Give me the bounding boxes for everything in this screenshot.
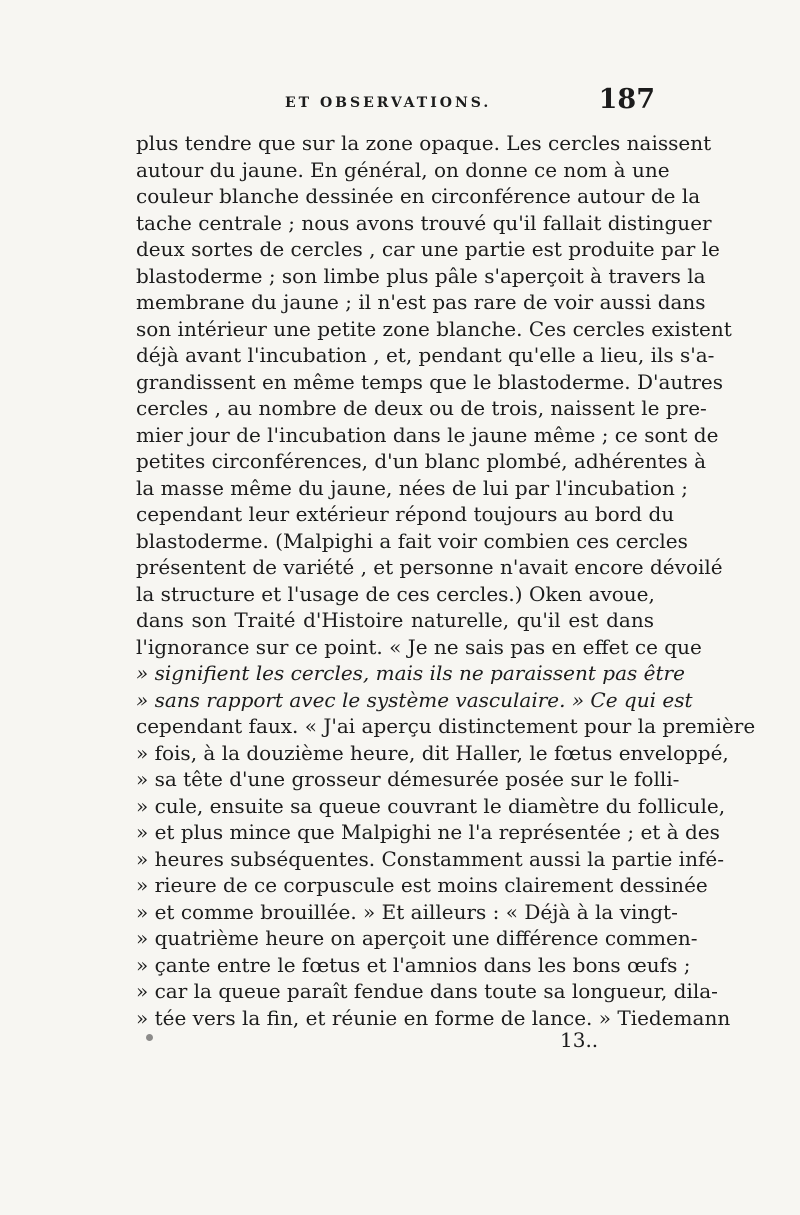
body-text bbox=[136, 130, 756, 1031]
text-line-quote: » signifient les cercles, mais ils ne paraissent pas être bbox=[136, 661, 685, 685]
text-line: » tée vers la fin, et réunie en forme de lance. » Tiedemann bbox=[136, 1005, 731, 1030]
text-line: blastoderme ; son limbe plus pâle s'aperçoit à travers la bbox=[136, 263, 706, 288]
text-line: » cule, ensuite sa queue couvrant le diamètre du follicule, bbox=[136, 793, 726, 818]
text-line: autour du jaune. En général, on donne ce nom à une bbox=[136, 157, 670, 182]
text-line: grandissent en même temps que le blastoderme. D'autres bbox=[136, 369, 723, 394]
text-line: membrane du jaune ; il n'est pas rare de voir aussi dans bbox=[136, 290, 706, 314]
text-line: cependant leur extérieur répond toujours au bord du bbox=[136, 502, 675, 526]
text-line: deux sortes de cercles , car une partie est produite par le bbox=[136, 237, 720, 261]
text-line-quote: » sans rapport avec le système vasculaire. » Ce qui est bbox=[136, 687, 693, 712]
page-header bbox=[135, 84, 655, 120]
text-line: couleur blanche dessinée en circonférence autour de la bbox=[136, 184, 701, 208]
text-line: la masse même du jaune, nées de lui par l'incubation ; bbox=[136, 475, 689, 500]
text-line: cependant faux. « J'ai aperçu distinctement pour la première bbox=[136, 714, 756, 738]
text-line: la structure et l'usage de ces cercles.) Oken avoue, bbox=[136, 581, 655, 606]
text-line: petites circonférences, d'un blanc plombé, adhérentes à bbox=[136, 449, 707, 473]
text-line: » fois, à la douzième heure, dit Haller, le fœtus enveloppé, bbox=[136, 740, 729, 765]
text-line: présentent de variété , et personne n'avait encore dévoilé bbox=[136, 555, 723, 579]
signature-mark: 13.. bbox=[560, 1028, 599, 1052]
page-number: 187 bbox=[598, 84, 655, 115]
text-line: son intérieur une petite zone blanche. Ces cercles existent bbox=[136, 316, 732, 341]
text-line: dans son Traité d'Histoire naturelle, qu'il est dans bbox=[136, 608, 654, 632]
running-head: ET OBSERVATIONS. bbox=[285, 95, 492, 111]
text-line: blastoderme. (Malpighi a fait voir combien ces cercles bbox=[136, 528, 688, 553]
text-line: » et comme brouillée. » Et ailleurs : « Déjà à la vingt- bbox=[136, 899, 678, 924]
ink-blot bbox=[146, 1034, 153, 1041]
text-line: » rieure de ce corpuscule est moins clairement dessinée bbox=[136, 873, 708, 897]
text-line: déjà avant l'incubation , et, pendant qu'elle a lieu, ils s'a- bbox=[136, 343, 715, 367]
text-line: » quatrième heure on aperçoit une différence commen- bbox=[136, 926, 698, 950]
text-line: » car la queue paraît fendue dans toute sa longueur, dila- bbox=[136, 979, 718, 1003]
text-line: » sa tête d'une grosseur démesurée posée sur le folli- bbox=[136, 767, 680, 791]
text-line: tache centrale ; nous avons trouvé qu'il fallait distinguer bbox=[136, 210, 712, 235]
text-line: » heures subséquentes. Constamment aussi la partie infé- bbox=[136, 846, 724, 871]
text-line: l'ignorance sur ce point. « Je ne sais pas en effet ce que bbox=[136, 634, 702, 659]
text-line: » çante entre le fœtus et l'amnios dans les bons œufs ; bbox=[136, 952, 691, 977]
text-line: plus tendre que sur la zone opaque. Les cercles naissent bbox=[136, 131, 712, 155]
text-line: » et plus mince que Malpighi ne l'a représentée ; et à des bbox=[136, 820, 720, 844]
text-line: mier jour de l'incubation dans le jaune même ; ce sont de bbox=[136, 422, 719, 447]
text-line: cercles , au nombre de deux ou de trois, naissent le pre- bbox=[136, 396, 707, 420]
